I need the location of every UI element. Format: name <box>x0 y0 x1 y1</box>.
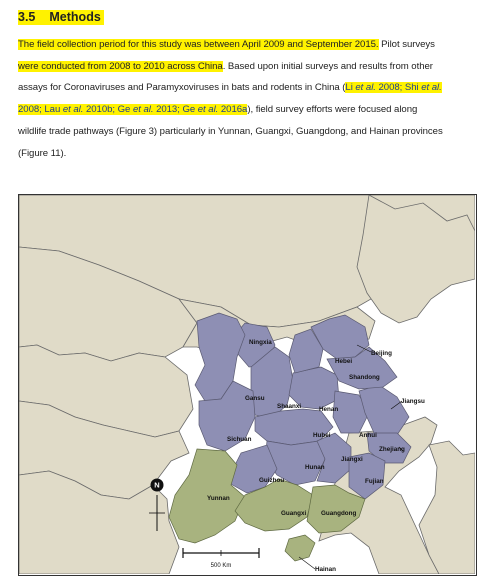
scale-label: 500 Km <box>210 563 232 569</box>
section-title: Methods <box>49 10 101 24</box>
label-guangdong: Guangdong <box>321 510 357 517</box>
china-province-map <box>18 194 477 576</box>
paragraph-line-4: 2008; Lau et al. 2010b; Ge et al. 2013; Ge et al. 2016a), field survey efforts were focused along <box>18 104 418 116</box>
north-label: N <box>154 480 160 490</box>
label-yunnan: Yunnan <box>207 495 230 502</box>
label-shaanxi: Shaanxi <box>277 403 302 410</box>
highlight-pilot-surveys: were conducted from 2008 to 2010 across China <box>18 60 223 72</box>
highlight-collection-period: The field collection period for this study was between April 2009 and September 2015. <box>18 39 379 50</box>
label-henan: Henan <box>319 406 339 413</box>
label-guizhou: Guizhou <box>259 477 285 484</box>
paragraph-line-1: The field collection period for this study was between April 2009 and September 2015. Pilot surveys <box>18 39 435 50</box>
paragraph-line-2: were conducted from 2008 to 2010 across China. Based upon initial surveys and results from other <box>18 60 433 72</box>
label-guangxi: Guangxi <box>281 510 307 517</box>
paragraph-line-5: wildlife trade pathways (Figure 3) particularly in Yunnan, Guangxi, Guangdong, and Hainan provinces <box>18 125 443 137</box>
label-shandong: Shandong <box>349 374 380 381</box>
label-hebei: Hebei <box>335 358 353 365</box>
label-gansu: Gansu <box>245 395 265 402</box>
label-sichuan: Sichuan <box>227 436 252 443</box>
paragraph-line-6: (Figure 11). <box>18 147 67 159</box>
label-fujian: Fujian <box>365 478 384 485</box>
body-paragraph <box>18 34 480 164</box>
label-jiangsu: Jiangsu <box>401 398 425 405</box>
label-hainan: Hainan <box>315 566 336 573</box>
scale-bar <box>183 548 259 558</box>
citation-highlight-2[interactable]: 2008; Lau et al. 2010b; Ge et al. 2013; Ge et al. 2016a <box>18 104 248 116</box>
paragraph-line-3: assays for Coronaviruses and Paramyxoviruses in bats and rodents in China (Li et al. 2008; Shi et al. <box>18 82 442 94</box>
label-zhejiang: Zhejiang <box>379 446 405 453</box>
label-jiangxi: Jiangxi <box>341 456 363 463</box>
label-ningxia: Ningxia <box>249 339 272 346</box>
label-hunan: Hunan <box>305 464 325 471</box>
citation-highlight-1[interactable]: Li et al. 2008; Shi et al. <box>345 82 442 94</box>
section-heading <box>18 10 104 25</box>
label-anhui: Anhui <box>359 432 377 439</box>
label-beijing: Beijing <box>371 350 392 357</box>
label-hubei: Hubei <box>313 432 331 439</box>
section-number: 3.5 <box>18 10 36 24</box>
map-svg <box>19 195 475 574</box>
